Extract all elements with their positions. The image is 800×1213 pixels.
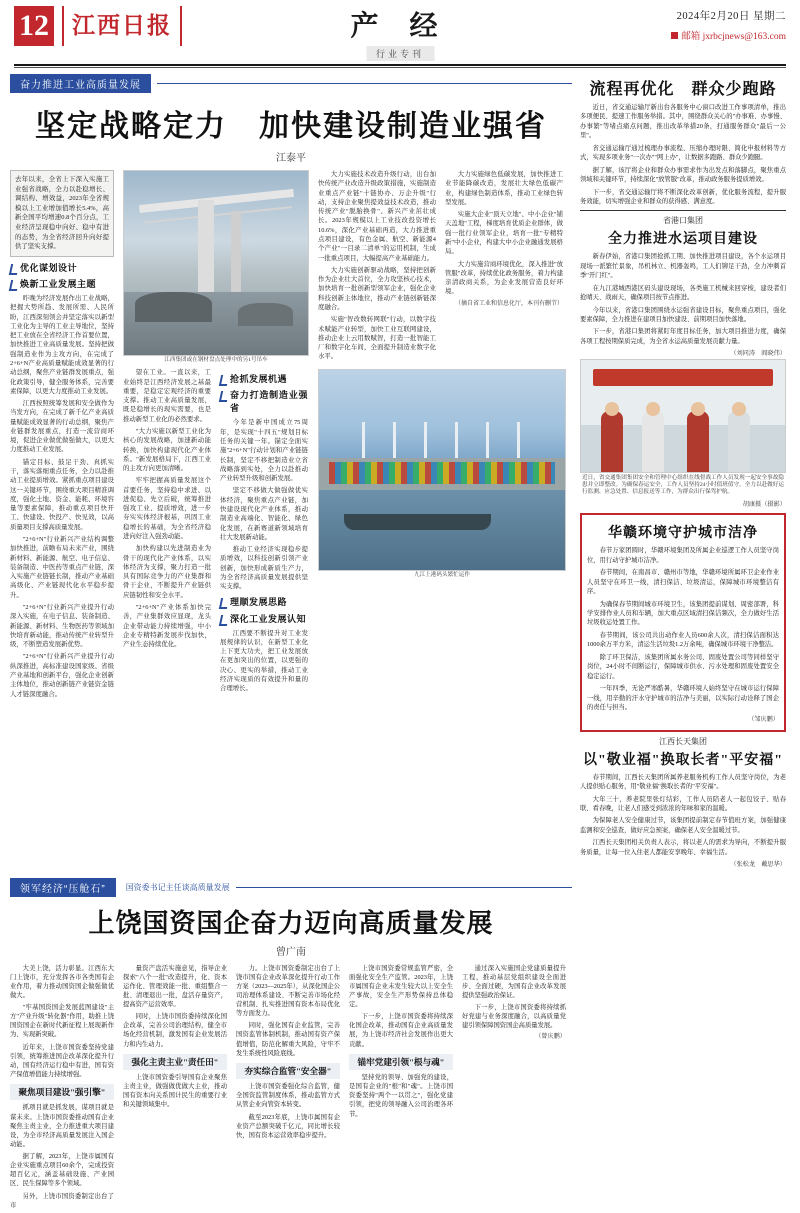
staff-head-4	[732, 402, 746, 416]
r1-p4: 下一步，省交通运输厅将不断深化改革创新，优化服务流程，提升服务效能，切实增强企业和群众的获得感、满意度。	[580, 188, 786, 205]
b-c1-p1: 大美上饶，活力彰显。江西东大门上饶市，充分发挥各市各类国有企业作用，着力推动国资国企做强做优做大。	[10, 964, 114, 999]
lead-col2-p2: "大力实施以新型工业化为核心的发展战略，加速新动能转换，加快构建现代化产业体系。"新发展格局下，江西工业的主攻方向更加清晰。	[123, 427, 211, 473]
right-divider-1	[580, 210, 786, 211]
lead-banner	[10, 74, 572, 93]
b-c5-p2: 下一步，上饶市国资委将持续深化国企改革，推动国有企业高质量发展，为上饶市经济社会发展作出更大贡献。	[349, 1013, 453, 1048]
b-c5b-p1: 坚持党的领导、加强党的建设，是国有企业的"根"和"魂"。上饶市国资委坚持"两个一以贯之"，强化党建引领，把党的领导融入公司治理各环节。	[349, 1074, 453, 1118]
crane-pile-2	[238, 303, 293, 325]
bottom-sign: （曾庆鹏）	[535, 1033, 566, 1041]
mail-address: jxrbcjnews@163.com	[702, 32, 786, 42]
b-c1-p3: 近年来，上饶市国资委坚持党建引领，统筹推进国企改革深化提升行动，国有经济运行稳中有进，国有资产保值增值能力持续增强。	[10, 1043, 114, 1078]
staff-person-4	[728, 411, 750, 471]
masthead	[10, 0, 790, 62]
r3-p2: 春节期间，在南昌市、赣州市等地，华赣环境所属环卫企业作业人员坚守在环卫一线，清扫保洁、垃圾清运，保障城市环境整洁有序。	[587, 569, 779, 596]
b-c4b-p1: 上饶市国资委强化综合监管，健全国资监管制度体系，推动监管方式从管企业向管资本转变。	[236, 1083, 340, 1109]
staff-person-2	[642, 411, 664, 471]
r4-sign: （张松龙 戴思华）	[730, 861, 786, 869]
right-article-1-title: 流程再优化 群众少跑路	[589, 81, 777, 98]
subhead-2: 焕新工业发展主题	[10, 278, 114, 291]
b-c3-p2: 同时，上饶市国资委持续深化国企改革，完善公司治理结构，健全市场化经营机制，激发国有企业发展活力和内生动力。	[123, 1013, 227, 1048]
masthead-rule-thin	[14, 67, 786, 68]
masthead-rule	[14, 64, 786, 66]
bottom-subhead-1: 聚焦项目建设"强引擎"	[10, 1084, 114, 1100]
bottom-banner	[10, 878, 572, 897]
r3-p1: 春节万家团圆时，华赣环境集团及所属企业巡逻工作人员坚守岗位，用行动守护城市洁净。	[587, 547, 779, 564]
lead-summary-box: 去年以来，全省上下深入实施工业强省战略，全力以赴稳增长、调结构、增效益，2023年全省规模以上工业增加值增长5.4%，高新全国平均增速0.8个百分点，工业经济呈现稳中向好、稳中有进的态势，为全省经济回升向好提供了坚实支撑。	[10, 170, 114, 257]
bottom-col-4	[349, 964, 453, 1213]
lead-col1-p4: "2+6+N"行业新兴产业结构调整加快推进，前瞻布局未来产业，围绕新材料、新能源、航空、电子信息、装备制造、中医药等重点产业链，深入实施产业链链长制，推动产业基础高级化、产业链现代化水平稳步提升。	[10, 536, 114, 599]
bottom-col-1	[10, 964, 114, 1213]
bottom-banner-sub: 国资委书记主任谈高质量发展	[125, 882, 230, 892]
lead-col-3	[318, 170, 566, 702]
right-article-4-body	[580, 773, 786, 870]
lead-col3-p3: 推动工业经济实现稳步提质增效，以科技创新引领产业创新，加快形成新质生产力，为全省经济高质量发展提供坚实支撑。	[220, 546, 308, 591]
lead-source-note: （摘自省工业和信息化厅，本刊有删节）	[454, 300, 563, 307]
r2-p4: 下一步，省港口集团将紧盯年度目标任务，加大项目推进力度，确保各项工程按期保质完成，为全省水运高质量发展贡献力量。	[580, 328, 786, 345]
bottom-tag: 压舱石	[68, 883, 102, 895]
bottom-subhead-2: 强化主责主业"责任田"	[123, 1054, 227, 1070]
r4-p3: 为保障老人安全健康过节，该集团提前制定春节值班方案，加强健康监测和安全巡查，做好应急预案，确保老人安全温暖过节。	[580, 817, 786, 834]
subhead-5: 理顺发展思路	[220, 596, 308, 609]
r1-p1: 近日，省交通运输厅新出台各服务中心窗口改进工作事项清单，推出多项便民、提速工作服务举措。其中，围绕群众关心的"办事难、办事慢、办事繁"等堵点痛点问题，推出改革举措20条，打通服务群众"最后一公里"。	[580, 104, 786, 140]
lead-col3-p2: 坚定不移做大做强做优实体经济，聚焦重点产业链，加快建设现代化产业体系，推动制造业高端化、智能化、绿色化发展，在新赛道新领域培育壮大发展新动能。	[220, 487, 308, 541]
lead-col4-p1: 大力实施技术改造升级行动，出台加快传统产业改造升级政策措施，实施制造业重点产业链"十链协办、万企升级"行动，支持企业聚焦提效益技术改造，推动传统产业"脱胎换骨"、新兴产业茁壮成长。2023年规模以上工业技改投资增长10.6%，深化产业基础再造，大力推进重点项目建设，有色金属、航空、新能源4个产业"一目录二清单"的运用机制，生成一批重点项目，大幅提高产业基础能力。	[318, 171, 436, 262]
lead-col1-p3: 锚定目标、鼓足干劲、真抓实干，落实落细重点任务，全力以赴推动工业提质增效。紧抓重点项目建设这一关键环节，围绕重大项目精准调度，强化土地、资金、能耗、环境容量等要素保障，推动重点项目快开工、快建设、快投产、快见效，以高质量项目支撑高质量发展。	[10, 458, 114, 531]
photo-port	[318, 369, 566, 571]
r3-p3: 为确保春节期间城市环境卫生，该集团提前谋划、周密部署，科学安排作业人员和车辆，加大重点区域清扫保洁频次，全力做好生活垃圾收运处置工作。	[587, 600, 779, 627]
bottom-banner-tag: 领军经济“压舱石”	[10, 878, 116, 897]
b-c3b-p1: 上饶市国资委引导国有企业聚焦主责主业，做强做优做大主业，推动国有资本向关系国计民生的重要行业和关键领域集中。	[123, 1074, 227, 1109]
lead-col3-p1: 今年是新中国成立75周年，是实现"十四五"规划目标任务的关键一年。锚定全面实施"2+6+N"行动计划和产业链链长制，坚定不移把制造业立省战略落到实处，全力以赴推动产业转型升级和创新发展。	[220, 419, 308, 483]
lead-col1-p2: 江西按照统筹发展和安全做作为当发方向，在完成了新千亿产业高质量赋能成效显著的行动总纲，聚焦产业链群发展重点，打造一流营商环境，促进企业做优做强做大，以更大力度推动工业发展。	[10, 400, 114, 454]
lead-col4-p3: 实施"智改数转网联"行动，以数字技术赋能产业转型，加快工业互联网建设，推动企业上云用数赋智，打造一批智能工厂和数字化车间，全面提升制造业数字化水平。	[318, 316, 436, 361]
bottom-tag-prefix: 领军经济	[20, 883, 64, 895]
right-article-1-body	[580, 103, 786, 206]
lead-col4-p5: 实施大企业"顶天立地"、中小企业"铺天盖地"工程，梯度培育优质企业群体，做强一批行业领军企业，培育一批"专精特新"中小企业，构建大中小企业融通发展格局。	[445, 211, 563, 256]
bottom-col-5	[462, 964, 566, 1213]
r4-p1: 春节期间，江西长天集团所属养老服务机构工作人员坚守岗位，为老人提供贴心服务，用"敬业福"换取长者的"平安福"。	[580, 773, 786, 791]
lead-col2-p1: 望在工业。一直以来，工业始终是江西经济发展之基最重要，是稳定宏观经济的重要支撑。推动工业高质量发展，既是稳增长的现实需要，也是推动新型工业化的必然要求。	[123, 369, 211, 423]
lead-col1-p1: 昨晚为经济发展作出工业战略，把握大势所趋、发展所需、人民所盼，江西深刻领会并坚定落实以新型工业化为主导的工业主导地位，坚持把工业放在全省经济工作首要位置，加快推进工业高质量发展。坚持把做强制造业作为主攻方向，在完成了2+6+N产业高质量赋能成效显著的行动总纲，聚焦产业链群发展重点，强化政策引导，健全服务体系，完善要素保障，以更大力度推动工业发展。	[10, 294, 114, 395]
bottom-col-2	[123, 964, 227, 1213]
b-c2-p1: 抓项目就是抓发展，谋项目就是谋未来。上饶市国资委推动国有企业聚焦主责主业，全力推进重大项目建设，为全市经济高质量发展注入国企动能。	[10, 1104, 114, 1148]
right-article-2-title: 全力推进水运项目建设	[608, 232, 758, 248]
b-c5-p1: 上饶市国资委常规监管严密，全面强化安全生产监管。2023年，上饶市属国有企业未发生较大以上安全生产事故，安全生产形势保持总体稳定。	[349, 964, 453, 1008]
r3-p6: 一年四季，无论严寒酷暑，华赣环境人始终坚守在城市运行保障一线，用辛勤的汗水守护城市的洁净与美丽，以实际行动诠释了国企的责任与担当。	[587, 685, 779, 711]
right-article-2-label: 省港口集团	[663, 216, 703, 226]
bottom-headline: 上饶国资国企奋力迈向高质量发展	[88, 908, 494, 938]
photo-staff-caption: 近日，省交通集团集团安全和管理中心组织在线督战工作人员发现一起安全事故隐患并立即整改。为确保春运安全，工作人员坚持24小时值班值守，全力以赴做好运行监测、应急处置、信息报送等工作，为群众出行保驾护航。	[582, 474, 784, 496]
b-c5b-p2: 通过深入实施国企党建质量提升工程，推动基层党组织建设全面进步、全面过硬，为国有企业改革发展提供坚强政治保证。	[462, 964, 566, 999]
bottom-banner-line	[236, 887, 572, 888]
b-c3-p1: 量资产盘活实施意见，指导企业探索"八个一批"改造提升，化、资本运作化、管理效能一批、重组整合一批、清理退出一批，盘活存量资产，提高资产运营效率。	[123, 964, 227, 1008]
lead-headline: 坚定战略定力 加快建设制造业强省	[35, 110, 547, 143]
photo-crane	[123, 170, 309, 356]
mail-label: 邮箱	[681, 32, 701, 42]
right-article-4-label: 江西长天集团	[659, 736, 707, 746]
section-title	[350, 4, 449, 62]
bottom-byline: 曾广南	[276, 946, 306, 958]
lead-col1-p6: "2+6+N"行业新兴产业提升行动纵深推进，高标准建设国家级、省级产业基地和创新平台，强化企业创新主体地位，推动创新链产业链资金链人才链深度融合。	[10, 653, 114, 698]
port-cranes	[334, 422, 531, 462]
b-c4-p2: 同时，强化国有企业监管，完善国资监管体制机制，推动国有资产保值增值，防范化解重大风险，守牢不发生系统性风险底线。	[236, 1022, 340, 1057]
lead-byline: 江泰平	[276, 153, 306, 164]
r4-p4: 江西长天集团相关负责人表示，将以老人的需求为导向，不断提升服务质量，让每一位入住老人都能安享晚年、幸福生活。	[580, 839, 786, 856]
photo-staff	[580, 359, 786, 473]
right-article-3-body	[587, 546, 779, 724]
bottom-subhead-4: 锚牢党建引领"根与魂"	[349, 1054, 453, 1070]
paper-name: 江西日报	[62, 6, 182, 46]
left-block	[10, 74, 572, 870]
b-c1-p2: "牢基国资国企发展蓝图建设"主方"产业升级"转化器"作用，助推上饶国资国企在新时代新征程上展现新作为、实现新突破。	[10, 1004, 114, 1039]
staff-head-2	[646, 402, 660, 416]
subhead-3: 抢抓发展机遇	[220, 373, 308, 386]
right-article-4-title: 以"敬业福"换取长者"平安福"	[582, 752, 784, 768]
r2-p2: 在九江港城西港区码头建设现场，各类施工机械来回穿梭，建设者们抢晴天、战雨天，确保项目按节点推进。	[580, 284, 786, 302]
crane-tower	[198, 200, 214, 307]
r2-p3: 今年以来，省港口集团围绕水运强省建设目标，聚焦重点项目，强化要素保障，全力推进在建项目加快建设、前期项目加快落地。	[580, 306, 786, 323]
lead-col4-p4: 大力实施绿色低碳发展，加快推进工业节能降碳改造，发展壮大绿色低碳产业，构建绿色制造体系，推动工业绿色转型发展。	[445, 171, 563, 206]
right-article-2-body	[580, 252, 786, 358]
section-name: 产 经	[350, 11, 450, 42]
masthead-meta	[671, 6, 786, 42]
lead-col4-p2: 大力实施创新驱动战略，坚持把创新作为企业壮大首位，全力攻坚核心技术，加快培育一批创新型领军企业，强化企业科技创新主体地位，推动产业链创新链深度融合。	[318, 266, 436, 311]
lead-columns	[10, 170, 572, 702]
contact-email	[671, 28, 786, 42]
staff-person-3	[687, 411, 709, 471]
lead-col2-p5: "2+6+N"产业体系加快完善，产业集群效应显现，龙头企业带动能力持续增强，中小企业专精特新发展步伐加快，产业生态持续优化。	[123, 604, 211, 649]
lead-col4-p6: 大力实施营商环境优化，深入推进"放管服"改革，持续优化政务服务，着力构建亲清政商关系，为企业发展营造良好环境。	[445, 260, 563, 296]
staff-red-banner	[593, 369, 773, 387]
subhead-1: 优化谋划设计	[10, 262, 114, 275]
lead-banner-line	[157, 83, 572, 84]
photo-port-caption: 九江上港码头繁忙运作	[414, 571, 470, 578]
bottom-columns	[10, 964, 572, 1213]
mail-icon	[671, 32, 678, 39]
b-c4-p1: 力。上饶市国资委制定出台了上饶市国有企业改革深化提升行动工作方案（2023—2025年），从深化国企公司治理体系建设、不断完善市场化经营机制、扎实推进国有资本布局优化等方面发力。	[236, 964, 340, 1018]
page-body	[10, 74, 790, 870]
crane-boom	[139, 189, 294, 213]
publication-date: 2024年2月20日 星期二	[676, 11, 786, 22]
right-article-3-title: 华赣环境守护城市洁净	[608, 526, 758, 542]
lead-col2-p4: 加快构建以先进制造业为骨干的现代化产业体系，以实体经济为支撑，聚力打造一批具有国际竞争力的产业集群和骨干企业，不断提升产业链供应链韧性和安全水平。	[123, 545, 211, 599]
page-number: 12	[14, 6, 54, 46]
crane-tower-2	[231, 211, 241, 299]
bottom-subhead-3: 夯实综合监管"安全器"	[236, 1063, 340, 1079]
b-c2-p3: 另外，上饶市国资委制定出台了市	[10, 1192, 114, 1209]
subhead-6: 深化工业发展认知	[220, 613, 308, 626]
r4-p2: 大年三十，养老院里张灯结彩，工作人员陪老人一起包饺子、贴春联、看春晚，让老人们感受到浓浓的年味和家的温暖。	[580, 795, 786, 813]
photo-staff-credit: 胡康摄（摄影）	[742, 501, 786, 509]
r3-sign: （邹庆鹏）	[748, 716, 779, 724]
lead-col3b-p1: 江西要不断提升对工业发展规律的认识，在新型工业化上下更大功夫，把工业发展放在更加突出的位置，以更强的决心、更实的举措，推动工业经济实现质的有效提升和量的合理增长。	[220, 629, 308, 693]
b-c4b-p2: 截至2023年底，上饶市属国有企业资产总额突破千亿元，同比增长较快，国有资本运营效率稳步提升。	[236, 1113, 340, 1139]
lead-col1-p5: "2+6+N"行业新兴产业提升行动深入实施，在电子信息、装备制造、新能源、新材料、生物医药等领域加快培育新动能，推动传统产业转型升级，不断塑造发展新优势。	[10, 603, 114, 649]
section-subtitle: 行业专刊	[366, 46, 434, 61]
lead-col-1	[10, 170, 114, 702]
r1-p3: 据了解，该厅将企业和群众办事需求作为出发点和落脚点，聚焦重点领域和关键环节，持续深化"放管服"改革，推动政务服务提质增效。	[580, 166, 786, 184]
staff-head-3	[691, 402, 705, 416]
lead-col-2	[123, 170, 309, 702]
right-block	[580, 74, 786, 870]
bottom-col-3	[236, 964, 340, 1213]
port-ship	[344, 514, 492, 530]
crane-pile-1	[135, 292, 212, 321]
port-containers	[329, 462, 555, 484]
lead-banner-tag: 奋力推进工业高质量发展	[10, 74, 151, 93]
r2-sign: （刘同涛 阎晓伟）	[730, 350, 786, 358]
r1-p2: 省交通运输厅通过梳理办事流程、压缩办理时限、简化申报材料等方式，实现多项业务"一次办""网上办"，让数据多跑路、群众少跑腿。	[580, 144, 786, 162]
highlight-article-box	[580, 513, 786, 731]
staff-head-1	[605, 402, 619, 416]
b-c2-p2: 据了解，2023年，上饶市属国有企业实施重点项目60余个，完成投资超百亿元，涵盖基础设施、产业园区、民生保障等多个领域。	[10, 1153, 114, 1188]
r2-p1: 新春伊始，省港口集团抢抓工期、加快推进项目建设，各个水运项目现场一派繁忙景象，吊机林立、机器轰鸣，工人们铆足干劲，全力冲刺首季"开门红"。	[580, 253, 786, 280]
r3-p4: 春节期间，该公司共出动作业人员600余人次，清扫保洁面积达1000余万平方米，清运生活垃圾1.2万余吨，确保城市环境干净整洁。	[587, 631, 779, 649]
lead-col2-p3: 牢牢把握高质量发展这个首要任务，坚持稳中求进、以进促稳、先立后破，统筹推进强攻工业、提质增效，进一步夯实实体经济根基，巩固工业稳增长的基础，为全省经济稳进向好注入强劲动能。	[123, 477, 211, 541]
staff-person-1	[601, 411, 623, 471]
bottom-feature	[10, 878, 572, 1213]
subhead-4: 奋力打造制造业强省	[220, 389, 308, 415]
photo-crane-caption: 江西集团或在钢材盘点处理中的另1号吊车	[164, 357, 268, 363]
r3-p5: 除了环卫保洁，该集团所属水务公司、固废处置公司等同样坚守岗位，24小时不间断运行，保障城市供水、污水处理和固废处置安全稳定运行。	[587, 653, 779, 680]
b-c5b-p3: 下一步，上饶市国资委将持续抓好党建与业务深度融合，以高质量党建引领保障国资国企高质量发展。	[462, 1004, 566, 1030]
